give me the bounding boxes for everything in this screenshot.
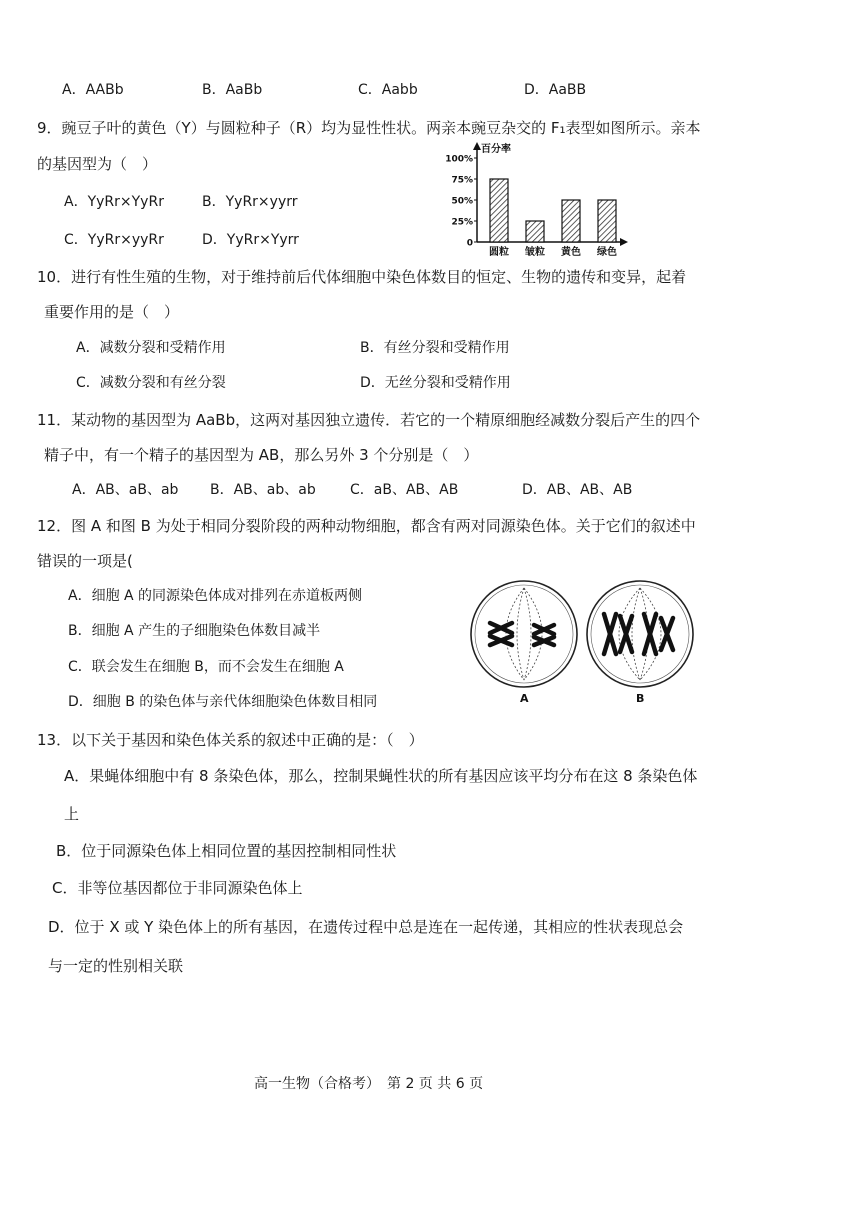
y-tick-label: 50% [451, 196, 473, 207]
x-axis-arrow [620, 238, 628, 246]
bar-3 [562, 200, 580, 242]
y-tick-label: 100% [445, 154, 473, 165]
q13-option-c: C．非等位基因都位于非同源染色体上 [52, 879, 303, 897]
q13-stem: 13．以下关于基因和染色体关系的叙述中正确的是：（ ） [37, 731, 424, 749]
cell-a [471, 581, 577, 705]
q10-option-b: B．有丝分裂和受精作用 [360, 340, 510, 356]
q11-stem-line2: 精子中，有一个精子的基因型为 AB，那么另外 3 个分别是（ ） [44, 446, 479, 464]
q10-stem-line1: 10．进行有性生殖的生物，对于维持前后代体细胞中染色体数目的恒定、生物的遗传和变异，起着 [37, 268, 687, 286]
x-category-label: 皱粒 [525, 247, 545, 258]
q9-option-b: B．YyRr×yyrr [202, 194, 298, 210]
q9-option-a: A．YyRr×YyRr [64, 194, 164, 210]
q10-option-c: C．减数分裂和有丝分裂 [76, 375, 226, 391]
bar-1 [490, 179, 508, 242]
y-tick-label: 25% [451, 217, 473, 228]
x-category-label: 圆粒 [489, 247, 509, 258]
q13-option-d-line2: 与一定的性别相关联 [48, 957, 184, 975]
q13-option-d-line1: D．位于 X 或 Y 染色体上的所有基因，在遗传过程中总是连在一起传递，其相应的性状表现总会 [48, 918, 684, 936]
q9-stem-line1: 9．豌豆子叶的黄色（Y）与圆粒种子（R）均为显性性状。两亲本豌豆杂交的 F₁表型如图所示。亲本 [37, 119, 701, 137]
q10-option-a: A．减数分裂和受精作用 [76, 340, 226, 356]
q11-option-a: A．AB、aB、ab [72, 482, 179, 498]
q11-option-d: D．AB、AB、AB [522, 482, 633, 498]
q9-stem-line2: 的基因型为（ ） [37, 155, 158, 173]
q13-option-a-line1: A．果蝇体细胞中有 8 条染色体，那么，控制果蝇性状的所有基因应该平均分布在这 8 条染色体 [64, 767, 698, 785]
q12-option-c: C．联会发生在细胞 B，而不会发生在细胞 A [68, 659, 344, 675]
q12-stem-line2: 错误的一项是( [37, 552, 133, 570]
page-footer: 高一生物（合格考） 第 2 页 共 6 页 [254, 1076, 484, 1092]
cell-a-label: A [520, 692, 529, 705]
q11-option-c: C．aB、AB、AB [350, 482, 459, 498]
q12-stem-line1: 12．图 A 和图 B 为处于相同分裂阶段的两种动物细胞，都含有两对同源染色体。关于它们的叙述中 [37, 517, 696, 535]
y-tick-label: 75% [451, 175, 473, 186]
cell-b [587, 581, 693, 705]
q10-stem-line2: 重要作用的是（ ） [44, 303, 180, 321]
q12-option-b: B．细胞 A 产生的子细胞染色体数目减半 [68, 623, 321, 639]
f1-phenotype-bar-chart [432, 138, 632, 258]
x-category-label: 黄色 [561, 247, 581, 258]
q9-option-c: C．YyRr×yyRr [64, 232, 164, 248]
q10-option-d: D．无丝分裂和受精作用 [360, 375, 511, 391]
cell-division-figure [468, 578, 700, 708]
q12-option-a: A．细胞 A 的同源染色体成对排列在赤道板两侧 [68, 588, 363, 604]
q12-option-d: D．细胞 B 的染色体与亲代体细胞染色体数目相同 [68, 694, 378, 710]
cell-b-label: B [636, 692, 645, 705]
q13-option-a-line2: 上 [64, 805, 80, 823]
q8-option-c: C．Aabb [358, 82, 418, 98]
y-tick-label: 0 [466, 238, 473, 249]
y-axis-label: 百分率 [481, 144, 511, 155]
x-category-label: 绿色 [597, 247, 617, 258]
bar-4 [598, 200, 616, 242]
q8-option-a: A．AABb [62, 82, 124, 98]
q13-option-b: B．位于同源染色体上相同位置的基因控制相同性状 [56, 842, 397, 860]
q8-option-b: B．AaBb [202, 82, 263, 98]
bar-2 [526, 221, 544, 242]
q8-option-d: D．AaBB [524, 82, 587, 98]
q9-option-d: D．YyRr×Yyrr [202, 232, 299, 248]
q11-stem-line1: 11．某动物的基因型为 AaBb，这两对基因独立遗传．若它的一个精原细胞经减数分裂后产生的四个 [37, 411, 701, 429]
y-axis-arrow [473, 142, 481, 150]
q11-option-b: B．AB、ab、ab [210, 482, 316, 498]
